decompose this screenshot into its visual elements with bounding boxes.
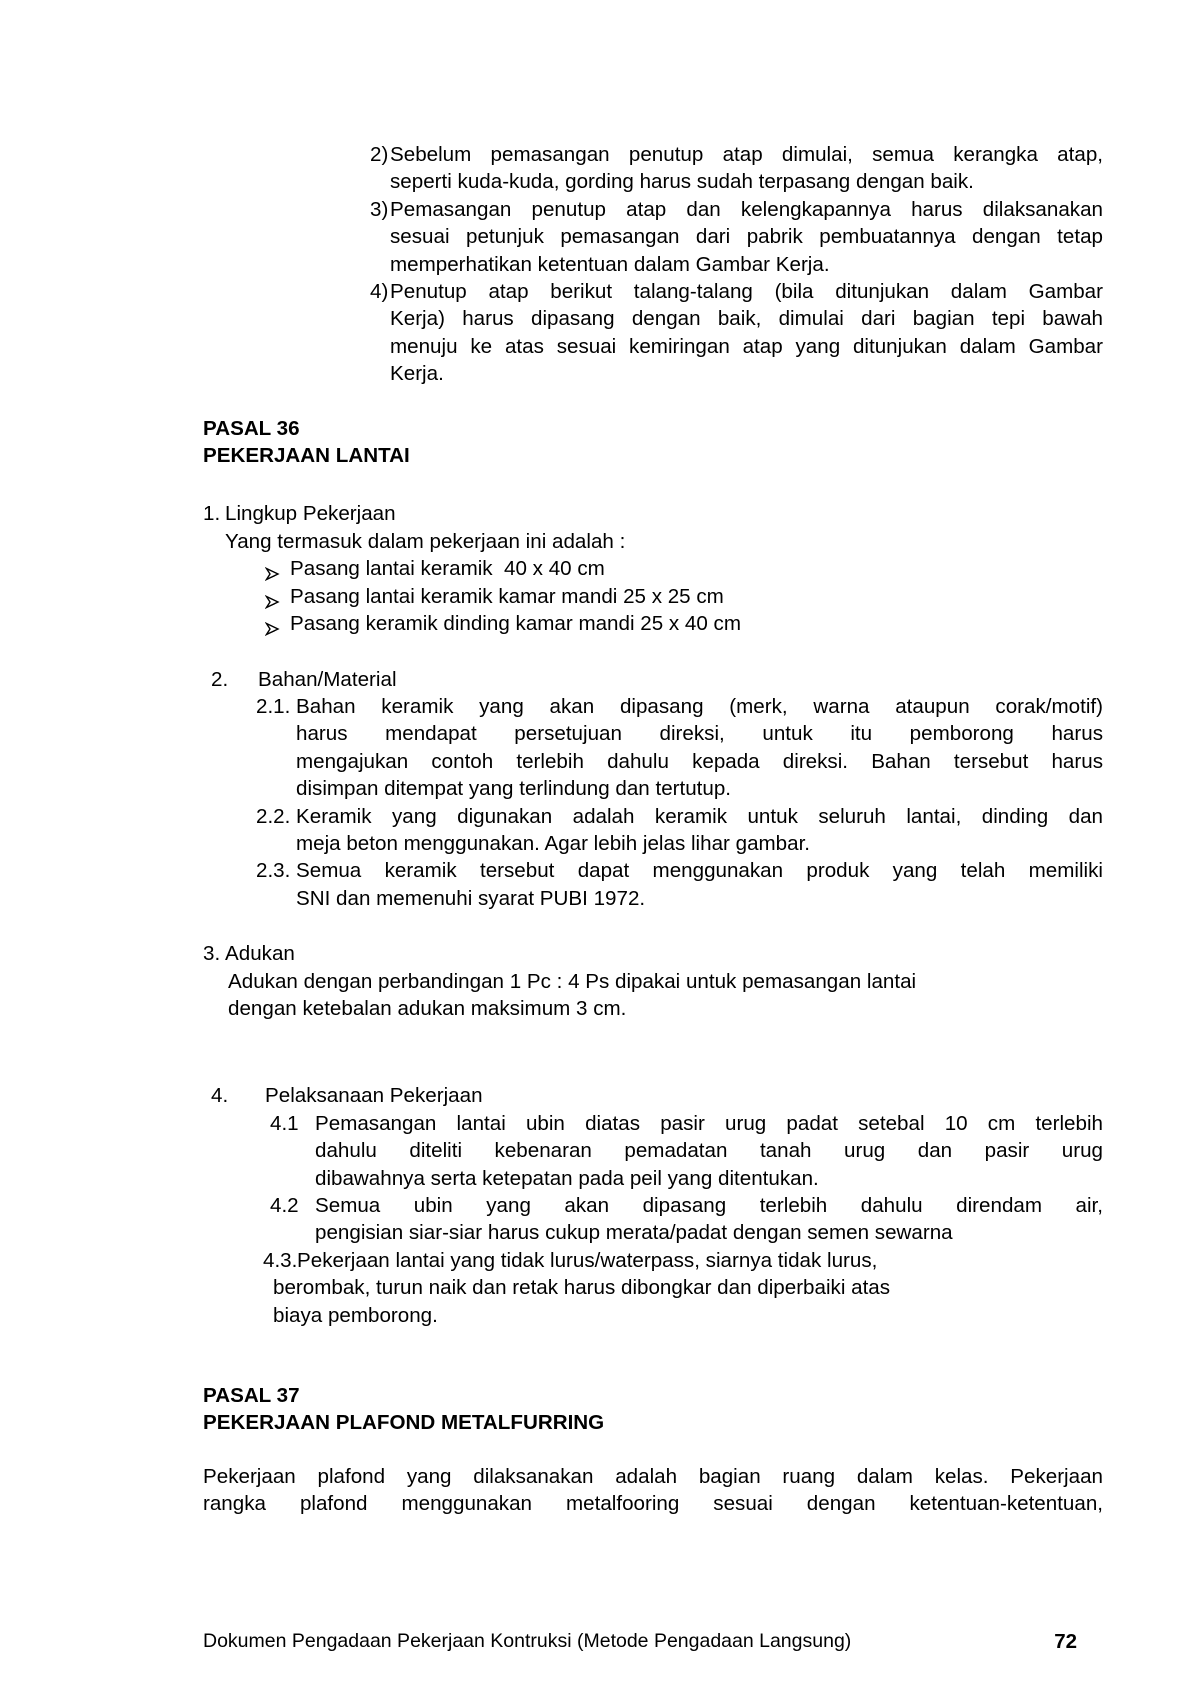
lingkup-heading — [203, 500, 1103, 527]
page-number: 72 — [1054, 1630, 1077, 1653]
text-line: SNI dan memenuhi syarat PUBI 1972. — [296, 886, 646, 910]
text-line: memperhatikan ketentuan dalam Gambar Kerja. — [390, 252, 830, 276]
list-item — [270, 1192, 1103, 1247]
list-item — [270, 1110, 1103, 1192]
text-line: Semua ubin yang akan dipasang terlebih dahulu direndam air, — [315, 1194, 1103, 1217]
adukan-body — [203, 968, 1103, 1023]
list-item-marker: 4.3. — [263, 1248, 298, 1272]
text-line: Sebelum pemasangan penutup atap dimulai, semua kerangka atap, — [390, 143, 1103, 166]
bahan-sub-items — [203, 693, 1103, 912]
list-item-marker: 2.3. — [256, 859, 291, 883]
list-item-marker: 2) — [370, 143, 389, 166]
pasal-36-heading — [203, 415, 1103, 470]
bullet-text: Pasang lantai keramik 40 x 40 cm — [290, 557, 605, 581]
list-item-marker: 1. — [203, 502, 221, 526]
lingkup-title: Lingkup Pekerjaan — [225, 502, 396, 526]
list-item — [256, 803, 1103, 858]
section-bahan-material — [203, 666, 1103, 913]
text-line: mengajukan contoh terlebih dahulu kepada direksi. Bahan tersebut harus — [296, 749, 1103, 773]
list-item-marker: 3. — [203, 942, 221, 966]
lingkup-intro-line: Yang termasuk dalam pekerjaan ini adalah : — [225, 529, 626, 553]
text-line: Kerja) harus dipasang dengan baik, dimulai dari bagian tepi bawah — [390, 307, 1103, 331]
pelaksanaan-heading — [203, 1082, 1103, 1109]
pasal-37-title: PEKERJAAN PLAFOND METALFURRING — [203, 1411, 605, 1435]
text-line: Kerja. — [390, 362, 444, 386]
pelaksanaan-sub-items — [203, 1110, 1103, 1329]
list-item-marker: 2.2. — [256, 804, 291, 828]
section-pelaksanaan-pekerjaan — [203, 1082, 1103, 1329]
list-item — [370, 278, 1103, 388]
intro-list — [203, 141, 1103, 388]
pasal-37-heading — [203, 1382, 1103, 1437]
text-line: sesuai petunjuk pemasangan dari pabrik pembuatannya dengan tetap — [390, 225, 1103, 249]
closing-paragraph — [203, 1463, 1103, 1518]
bullet-list-item — [265, 583, 1103, 610]
section-lingkup-pekerjaan — [203, 500, 1103, 637]
text-line: meja beton menggunakan. Agar lebih jelas lihar gambar. — [296, 831, 811, 855]
list-item-marker: 4.1 — [270, 1111, 299, 1135]
footer-document-title: Dokumen Pengadaan Pekerjaan Kontruksi (Metode Pengadaan Langsung) — [203, 1630, 852, 1652]
list-item-marker: 2. — [211, 667, 229, 691]
text-line: rangka plafond menggunakan metalfooring sesuai dengan ketentuan-ketentuan, — [203, 1492, 1103, 1516]
pasal-36-title: PEKERJAAN LANTAI — [203, 444, 410, 468]
bahan-heading — [203, 666, 1103, 693]
list-item-marker: 4. — [211, 1084, 229, 1108]
text-line: berombak, turun naik dan retak harus dibongkar dan diperbaiki atas — [273, 1276, 891, 1300]
list-item — [256, 857, 1103, 912]
arrow-bullet-icon — [265, 616, 280, 643]
bullet-text: Pasang keramik dinding kamar mandi 25 x 40 cm — [290, 612, 741, 636]
text-line: seperti kuda-kuda, gording harus sudah terpasang dengan baik. — [390, 170, 974, 194]
adukan-title: Adukan — [225, 942, 295, 966]
list-item — [256, 693, 1103, 803]
section-adukan — [203, 940, 1103, 1022]
adukan-heading — [203, 940, 1103, 967]
list-item-marker: 2.1. — [256, 694, 291, 718]
document-content — [203, 141, 1103, 1518]
bullet-text: Pasang lantai keramik kamar mandi 25 x 25 cm — [290, 584, 724, 608]
text-line: Pemasangan penutup atap dan kelengkapannya harus dilaksanakan — [390, 197, 1103, 221]
list-item-marker: 4.2 — [270, 1194, 299, 1217]
text-line: Keramik yang digunakan adalah keramik untuk seluruh lantai, dinding dan — [296, 804, 1103, 828]
text-line: Pemasangan lantai ubin diatas pasir urug padat setebal 10 cm terlebih — [315, 1111, 1103, 1135]
text-line: Penutup atap berikut talang-talang (bila ditunjukan dalam Gambar — [390, 280, 1103, 304]
text-line: dibawahnya serta ketepatan pada peil yang ditentukan. — [315, 1166, 819, 1190]
list-item-marker: 4) — [370, 280, 389, 304]
text-line: Semua keramik tersebut dapat menggunakan produk yang telah memiliki — [296, 859, 1103, 883]
pasal-37-number: PASAL 37 — [203, 1384, 300, 1408]
text-line: biaya pemborong. — [273, 1303, 438, 1327]
pelaksanaan-title: Pelaksanaan Pekerjaan — [265, 1084, 483, 1108]
text-line: pengisian siar-siar harus cukup merata/padat dengan semen sewarna — [315, 1221, 953, 1245]
text-line: dahulu diteliti kebenaran pemadatan tanah urug dan pasir urug — [315, 1139, 1103, 1163]
pasal-36-number: PASAL 36 — [203, 416, 300, 440]
text-line: harus mendapat persetujuan direksi, untuk itu pemborong harus — [296, 722, 1103, 746]
bahan-title: Bahan/Material — [258, 667, 397, 691]
text-line: Pekerjaan plafond yang dilaksanakan adalah bagian ruang dalam kelas. Pekerjaan — [203, 1464, 1103, 1488]
text-line: disimpan ditempat yang terlindung dan tertutup. — [296, 777, 732, 801]
list-item — [370, 196, 1103, 278]
list-item — [370, 141, 1103, 196]
page-footer — [203, 1628, 1103, 1655]
text-line: menuju ke atas sesuai kemiringan atap yang ditunjukan dalam Gambar — [390, 334, 1103, 358]
text-line: Adukan dengan perbandingan 1 Pc : 4 Ps dipakai untuk pemasangan lantai — [228, 969, 917, 993]
text-line: Bahan keramik yang akan dipasang (merk, warna ataupun corak/motif) — [296, 694, 1103, 718]
bullet-list-item — [265, 555, 1103, 582]
bullet-list-item — [265, 610, 1103, 637]
bullet-list — [203, 555, 1103, 637]
list-item-marker: 3) — [370, 197, 389, 221]
list-item — [263, 1247, 1103, 1329]
text-line: dengan ketebalan adukan maksimum 3 cm. — [228, 996, 627, 1020]
text-line: Pekerjaan lantai yang tidak lurus/waterpass, siarnya tidak lurus, — [297, 1248, 878, 1272]
